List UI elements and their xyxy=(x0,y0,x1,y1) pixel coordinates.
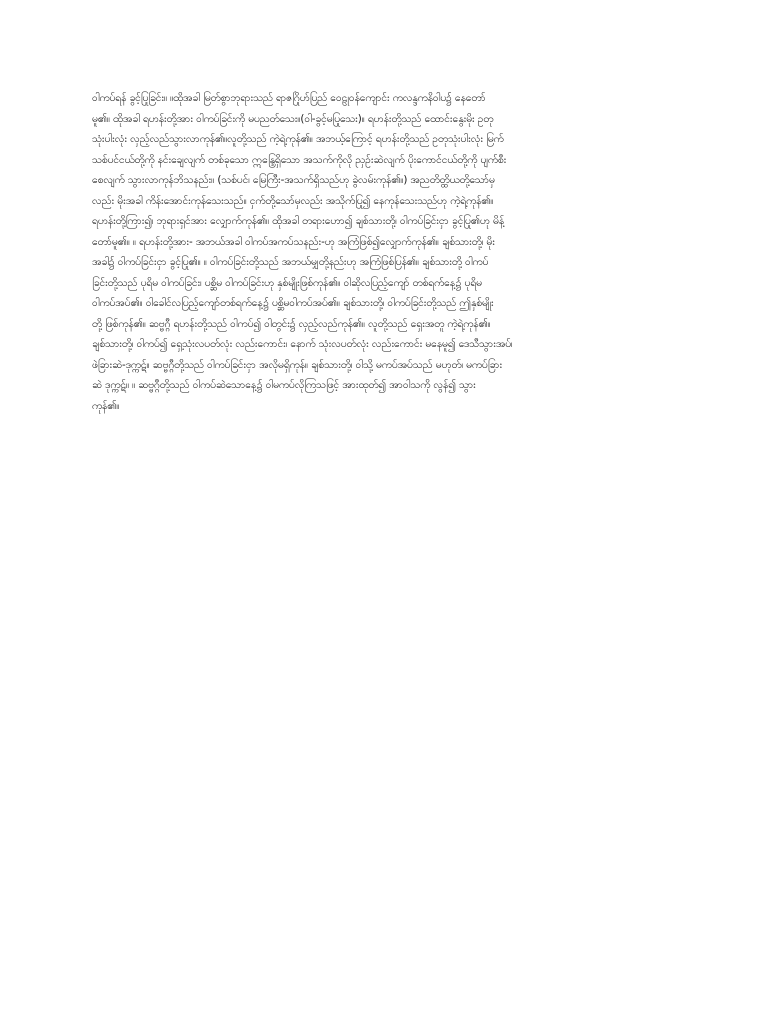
text-line: အခါ၌ ဝါကပ်ခြင်းငှာ ခွင့်ပြု၏။ ။ ဝါကပ်ခြင်းတို့သည် အဘယ်မျှတို့နည်းဟု အကြံဖြစ်ပြန်၏။ ချစ်သားတို့ ဝါကပ် xyxy=(92,256,489,268)
text-line: သုံးပါးလုံး လှည့်လည်သွားလာကုန်၏။လူတို့သည် ကဲ့ရဲ့ကုန်၏။ အဘယ့်ကြောင့် ရဟန်းတို့သည် ဥတုသုံးပါးလုံး မြက် xyxy=(92,133,504,145)
text-line: သစ်ပင်ငယ်တို့ကို နင်းချေလျက် တစ်ခုသော ဣန္ဒြေရှိသော အသက်ကိုလို ညှဉ်းဆဲလျက် ပိုးကောင်ငယ်တို့ကို ပျက်စီး xyxy=(92,153,507,166)
text-line: လည်း မိုးအခါ ကိန်းအောင်းကုန်သေးသည်။ ငှက်တို့သော်မှလည်း အသိုက်ပြု၍ နေကုန်သေးသည်ဟု ကဲ့ရဲ့ကုန်၏။ xyxy=(92,194,494,207)
text-line: ဝါကပ်အပ်၏။ ဝါခေါင်လပြည့်ကျော်တစ်ရက်နေ့၌ ပစ္ဆိမဝါကပ်အပ်၏။ ချစ်သားတို့၊ ဝါကပ်ခြင်းတို့သည် ဤနှစ်မျိုး xyxy=(92,297,494,309)
text-line: ဖဲခြားဆဲ-ဒုက္ကဋ်။ ဆဗ္ဗဂ္ဂီတို့သည် ဝါကပ်ခြင်းငှာ အလိုမရှိကုန်။ ချစ်သားတို့၊ ဝါသို့ မကပ်အပ်သည် မဟုတ်၊ မကပ်ခြား xyxy=(92,358,503,371)
text-line: ခြင်းတို့သည် ပုရိမ ဝါကပ်ခြင်း၊ ပစ္ဆိမ ဝါကပ်ခြင်းဟု နှစ်မျိုးဖြစ်ကုန်၏။ ဝါဆိုလပြည့်ကျော် တစ်ရက်နေ့၌ ပုရိမ xyxy=(92,276,482,289)
text-line: တို့ ဖြစ်ကုန်၏။ ဆဗ္ဗဂ္ဂီ ရဟန်းတို့သည် ဝါကပ်၍ ဝါတွင်း၌ လှည့်လည်ကုန်၏။ လူတို့သည် ရှေးအတူ ကဲ့ရဲ့ကုန်၏။ xyxy=(92,317,491,330)
text-line: စေလျက် သွားလာကုန်ဘိသနည်း။ (သစ်ပင်၊ မြေကြီး-အသက်ရှိသည်ဟု ခွဲလမ်းကုန်၏။) အညတိတ္ထိယတို့သော်မှ xyxy=(92,174,495,186)
text-line: တော်မူ၏။ ။ ရဟန်းတို့အား- အဘယ်အခါ ဝါကပ်အကပ်သနည်း-ဟု အကြံဖြစ်၍လျှောက်ကုန်၏။ ချစ်သားတို့၊ မိုး xyxy=(92,235,495,248)
body-text xyxy=(92,88,684,416)
text-line: ချစ်သားတို့၊ ဝါကပ်၍ ရှေ့သုံးလပတ်လုံး လည်းကောင်း၊ နောက် သုံးလပတ်လုံး လည်းကောင်း မနေမူ၍ ဒေသီသွားအပ်၊ xyxy=(92,338,513,350)
text-line: ဆဲ ဒုက္ကဋ်။ ။ ဆဗ္ဗဂ္ဂီတို့သည် ဝါကပ်ဆဲသောနေ့၌ ဝါမကပ်လိုကြသဖြင့် အားထုတ်၍ အာဝါသကို လွန်၍ သွား xyxy=(92,379,476,391)
text-line: မူ၏။ ထိုအခါ ရဟန်းတို့အား ဝါကပ်ခြင်းကို မပညတ်သေး။(ဝါ-ခွင့်မပြုသေး)။ ရဟန်းတို့သည် ထောင်းနွေးမိုး ဥတု xyxy=(92,112,494,125)
text-line: ဝါကပ်ရန် ခွင့်ပြုခြင်း။ ။ထိုအခါ မြတ်စွာဘုရားသည် ရာဇဂြိုဟ်ပြည် ဝေဠုဝန်ကျောင်း ကလန္ဒကနိဝါပ၌ နေတော် xyxy=(92,92,486,104)
text-line: ကုန်၏။ xyxy=(92,399,120,412)
text-line: ရဟန်းတို့ကြား၍၊ ဘုရားရှင်အား လျှောက်ကုန်၏။ ထိုအခါ တရားဟော၍ ချစ်သားတို့၊ ဝါကပ်ခြင်းငှာ ခွင့်ပြု၏ဟု မိန့် xyxy=(92,215,505,227)
